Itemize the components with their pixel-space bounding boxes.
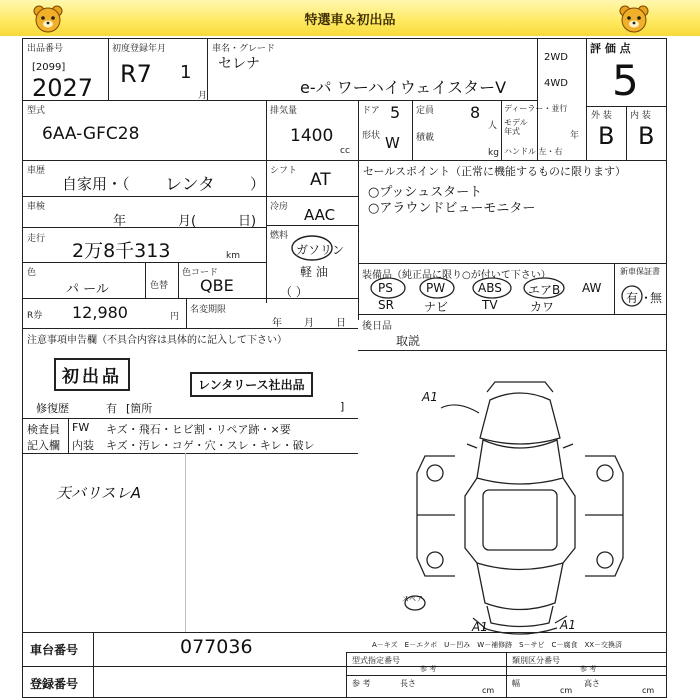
displacement: 1400: [290, 126, 334, 146]
transfer-month: 月: [304, 318, 314, 329]
model-code: 6AA-GFC28: [42, 124, 140, 144]
repair-location-close: ]: [340, 400, 345, 413]
chassis-number: 077036: [180, 636, 253, 658]
warranty-label: 新車保証書: [620, 267, 660, 276]
sales-point-item: ○プッシュスタート: [368, 185, 483, 200]
shape-label: 形状: [362, 131, 381, 141]
month-unit: 月: [198, 91, 208, 101]
transfer-day: 日: [336, 318, 346, 329]
sales-points-label: セールスポイント（正常に機能するものに限ります）: [363, 165, 627, 178]
mileage-value: 2万8千313: [72, 240, 171, 262]
transfer-deadline-label: 名変期限: [190, 305, 227, 315]
car-name-label: 車名・グレード: [212, 44, 276, 54]
repair-location-label: [箇所: [126, 402, 153, 415]
model-code-label: 型式: [27, 106, 46, 116]
first-listing-stamp: 初出品: [54, 358, 130, 391]
inspection-year: 年: [113, 214, 127, 229]
fw-items: キズ・飛石・ヒビ割・リペア跡・×要: [106, 423, 291, 436]
vehicle-damage-diagram: [395, 378, 645, 638]
equipment-tv: TV: [482, 298, 498, 312]
gasoline-circle-mark: [290, 234, 334, 262]
year-unit: 年: [570, 131, 580, 141]
history-prefix: 自家用・（: [62, 175, 130, 193]
height-label: 高さ: [584, 679, 600, 688]
displacement-label: 排気量: [270, 106, 298, 116]
kg-unit: kg: [488, 148, 499, 158]
damage-legend: A－キズ E－エクボ U－凹み W－補修跡 S－サビ C－腐食 XX－交換済: [372, 641, 623, 649]
score-label: 評 価 点: [590, 42, 631, 55]
warranty-circle-mark: [620, 284, 644, 308]
inspector-label: 検査員: [27, 423, 60, 436]
first-registration-year: R7: [120, 60, 152, 88]
interior-score: B: [638, 122, 655, 150]
later-items-value: 取説: [396, 334, 421, 348]
recycle-value: 12,980: [72, 303, 128, 322]
exterior-label: 外 装: [591, 111, 612, 121]
damage-mark: A1: [422, 390, 438, 404]
banner-title: 特選車＆初出品: [304, 13, 396, 28]
length-label: 長さ: [400, 679, 416, 688]
color-change-label: 色替: [150, 281, 169, 291]
fuel-label: 燃料: [270, 231, 289, 241]
repair-history-label: 修復歴: [36, 402, 69, 415]
color-value: パ ール: [66, 282, 109, 297]
equipment-ps: PS: [378, 281, 393, 295]
model-spec-label: 型式指定番号: [352, 656, 400, 665]
damage-mark: A1: [472, 620, 488, 634]
equipment-pw: PW: [426, 281, 446, 295]
drive-2wd: 2WD: [544, 52, 568, 63]
width-unit: cm: [560, 686, 573, 695]
equipment-circle-marks: [364, 276, 614, 300]
cc-unit: cc: [340, 146, 350, 156]
shift-value: AT: [310, 170, 331, 190]
notes-label: 注意事項申告欄（不具合内容は具体的に記入して下さい）: [27, 335, 287, 346]
person-unit: 人: [488, 121, 498, 131]
warranty-no: 無: [650, 291, 663, 305]
equipment-navi: ナビ: [424, 300, 449, 314]
equipment-abs: ABS: [478, 281, 502, 295]
color-code: QBE: [200, 276, 234, 295]
equipment-label: 装備品（純正品に限り○が付いて下さい）: [362, 270, 551, 281]
interior-items: キズ・汚レ・コゲ・穴・スレ・キレ・破レ: [106, 439, 315, 452]
length-unit: cm: [482, 686, 495, 695]
later-items-label: 後日品: [362, 321, 392, 332]
capacity-label: 定員: [416, 106, 435, 116]
width-label: 幅: [512, 679, 520, 688]
ac-label: 冷房: [270, 202, 289, 212]
doors-label: ドア: [362, 106, 380, 116]
handwritten-note: 天バリスレA: [56, 484, 141, 502]
damage-mark: A1: [560, 618, 576, 632]
fw-label: FW: [72, 421, 90, 434]
doors: 5: [390, 103, 401, 122]
inspection-label: 車検: [27, 202, 46, 212]
car-name: セレナ: [218, 56, 260, 72]
transfer-year: 年: [272, 318, 282, 329]
handle-label: ハンドル 左・右: [504, 147, 563, 156]
equipment-aw: AW: [582, 281, 602, 295]
warranty-yes: 有: [626, 291, 639, 305]
model-spec-ref: 参 考: [420, 665, 437, 673]
history-suffix: ）: [250, 175, 266, 193]
inspection-month: 月(: [178, 214, 197, 229]
shift-label: シフト: [270, 166, 298, 176]
exterior-score: B: [598, 122, 615, 150]
overall-score: 5: [612, 56, 639, 105]
dealer-label: ディーラー・並行: [504, 104, 568, 113]
capacity: 8: [470, 103, 481, 122]
lot-sub-number: [2099]: [32, 62, 66, 73]
lot-number: 2027: [32, 74, 94, 102]
yen-unit: 円: [170, 312, 180, 322]
registration-label: 登録番号: [30, 677, 79, 691]
repair-history-value: 有: [106, 402, 117, 415]
car-grade: e-パ ワーハイウェイスターV: [300, 78, 507, 97]
chassis-label: 車台番号: [30, 643, 79, 657]
class-number-ref: 参 考: [580, 665, 597, 673]
first-registration-label: 初度登録年月: [112, 44, 167, 54]
fuel-diesel: 軽 油: [300, 265, 328, 279]
height-unit: cm: [642, 686, 655, 695]
drive-4wd: 4WD: [544, 78, 568, 89]
fuel-gasoline: ガソリン: [296, 243, 345, 257]
rental-lease-stamp: レンタリース社出品: [190, 372, 313, 397]
equipment-sr: SR: [378, 298, 394, 312]
color-label: 色: [27, 268, 37, 278]
lot-number-label: 出品番号: [27, 44, 64, 54]
equipment-leather: カワ: [530, 300, 555, 314]
warranty-separator: ・: [640, 291, 653, 305]
length-ref: 参 考: [352, 679, 371, 688]
interior-label: 内 装: [630, 111, 651, 121]
history-value: レンタ: [165, 175, 215, 195]
entry-label: 記入欄: [27, 439, 60, 452]
load-label: 積載: [416, 133, 435, 143]
equipment-airbag: エアB: [528, 283, 561, 297]
history-label: 車歴: [27, 166, 46, 176]
recycle-label: R券: [27, 311, 43, 321]
inspection-day: 日): [238, 214, 257, 229]
km-unit: km: [226, 251, 240, 261]
body-shape: W: [385, 134, 400, 152]
spare-label: スペア: [402, 595, 423, 603]
color-code-label: 色コード: [182, 268, 219, 278]
fuel-other: （ ）: [280, 285, 308, 299]
first-registration-month: 1: [180, 62, 192, 83]
interior-check-label: 内装: [72, 439, 94, 452]
mileage-label: 走行: [27, 234, 46, 244]
model-year-label: モデル 年式: [504, 118, 528, 136]
sales-point-item: ○アラウンドビューモニター: [368, 201, 536, 216]
ac-value: AAC: [304, 206, 336, 224]
class-number-label: 類別区分番号: [512, 656, 560, 665]
